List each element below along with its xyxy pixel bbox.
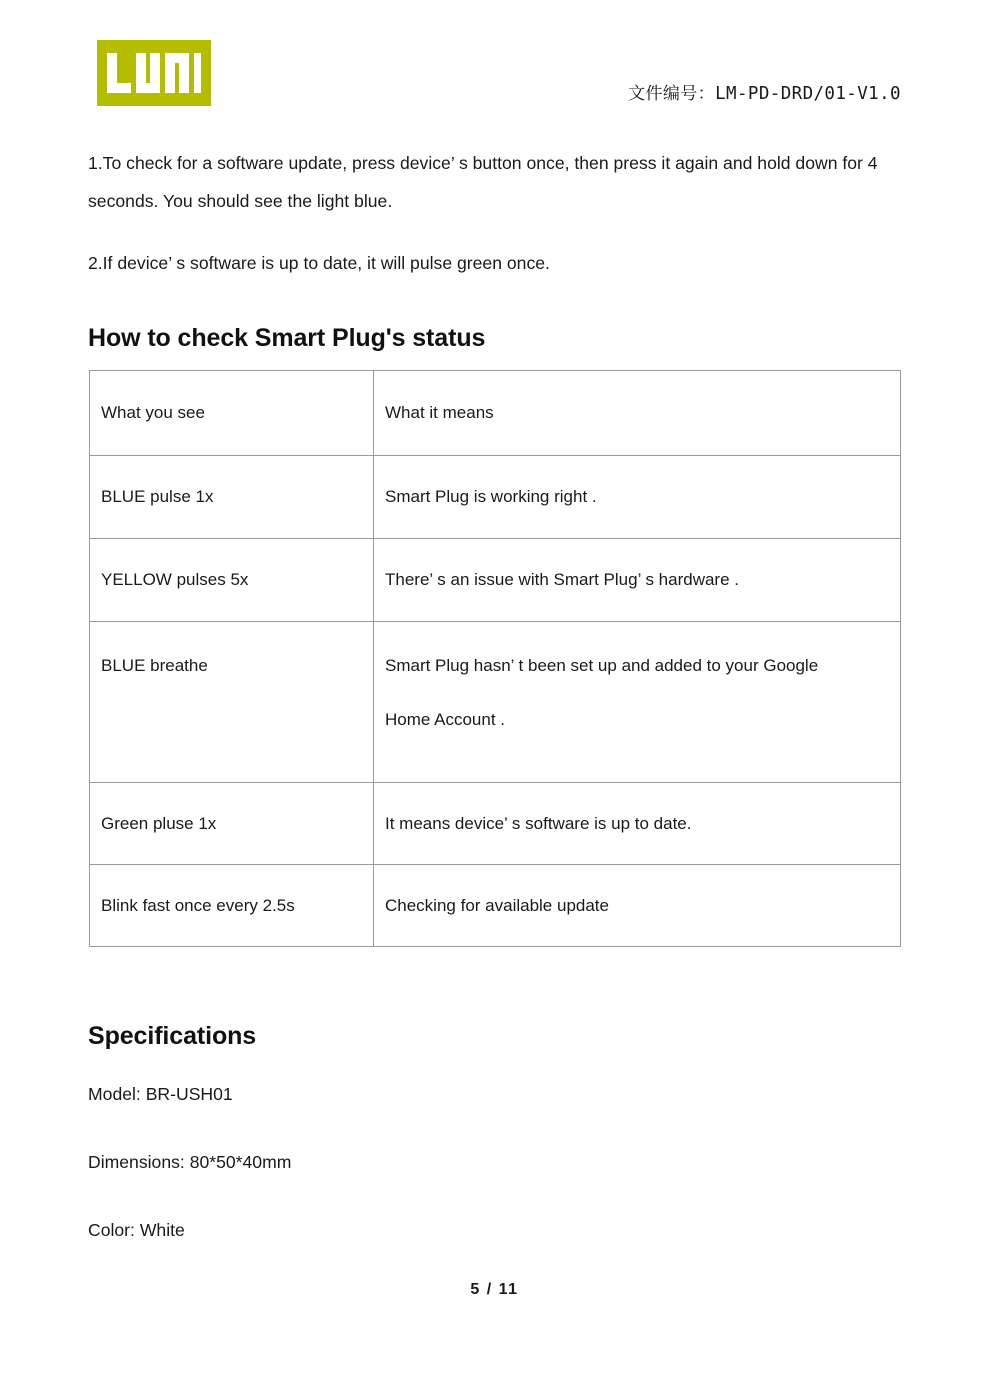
status-indicator: Blink fast once every 2.5s <box>90 865 374 947</box>
spec-color: Color: White <box>88 1219 185 1240</box>
status-indicator: BLUE pulse 1x <box>90 456 374 539</box>
status-indicator: BLUE breathe <box>90 622 374 783</box>
status-meaning: Smart Plug is working right . <box>374 456 901 539</box>
spec-model: Model: BR-USH01 <box>88 1083 233 1104</box>
status-indicator: YELLOW pulses 5x <box>90 539 374 622</box>
status-meaning-line-2: Home Account . <box>385 710 506 729</box>
status-meaning: It means device’ s software is up to date. <box>374 783 901 865</box>
lumi-logo <box>97 40 211 106</box>
table-row <box>90 539 901 622</box>
page-header <box>0 0 989 118</box>
table-row <box>90 456 901 539</box>
status-meaning-line-1: Smart Plug hasn’ t been set up and added to your Google <box>385 656 819 675</box>
table-row <box>90 783 901 865</box>
heading-specifications: Specifications <box>88 1021 257 1050</box>
table-header-row <box>90 371 901 456</box>
document-number-label: 文件编号： <box>628 84 716 104</box>
table-row <box>90 865 901 947</box>
page-number: 5 / 11 <box>470 1281 519 1298</box>
spec-dimensions: Dimensions: 80*50*40mm <box>88 1151 292 1172</box>
smart-plug-status-table <box>89 370 901 947</box>
status-meaning: Checking for available update <box>374 865 901 947</box>
page-footer <box>0 1281 989 1299</box>
heading-check-status: How to check Smart Plug's status <box>88 323 486 352</box>
table-column-header-what-you-see: What you see <box>90 371 374 456</box>
status-meaning: There’ s an issue with Smart Plug’ s hardware . <box>374 539 901 622</box>
document-number-value: LM-PD-DRD/01-V1.0 <box>715 84 901 104</box>
document-number <box>628 79 901 104</box>
table-column-header-what-it-means: What it means <box>374 371 901 456</box>
paragraph-up-to-date: 2.If device’ s software is up to date, it will pulse green once. <box>88 252 550 273</box>
status-meaning <box>374 622 901 783</box>
status-indicator: Green pluse 1x <box>90 783 374 865</box>
lumi-logotype-icon <box>107 53 201 93</box>
table-row <box>90 622 901 783</box>
paragraph-update-check: 1.To check for a software update, press device’ s button once, then press it again and hold down for 4 seconds. You should see the light blue. <box>88 152 878 211</box>
